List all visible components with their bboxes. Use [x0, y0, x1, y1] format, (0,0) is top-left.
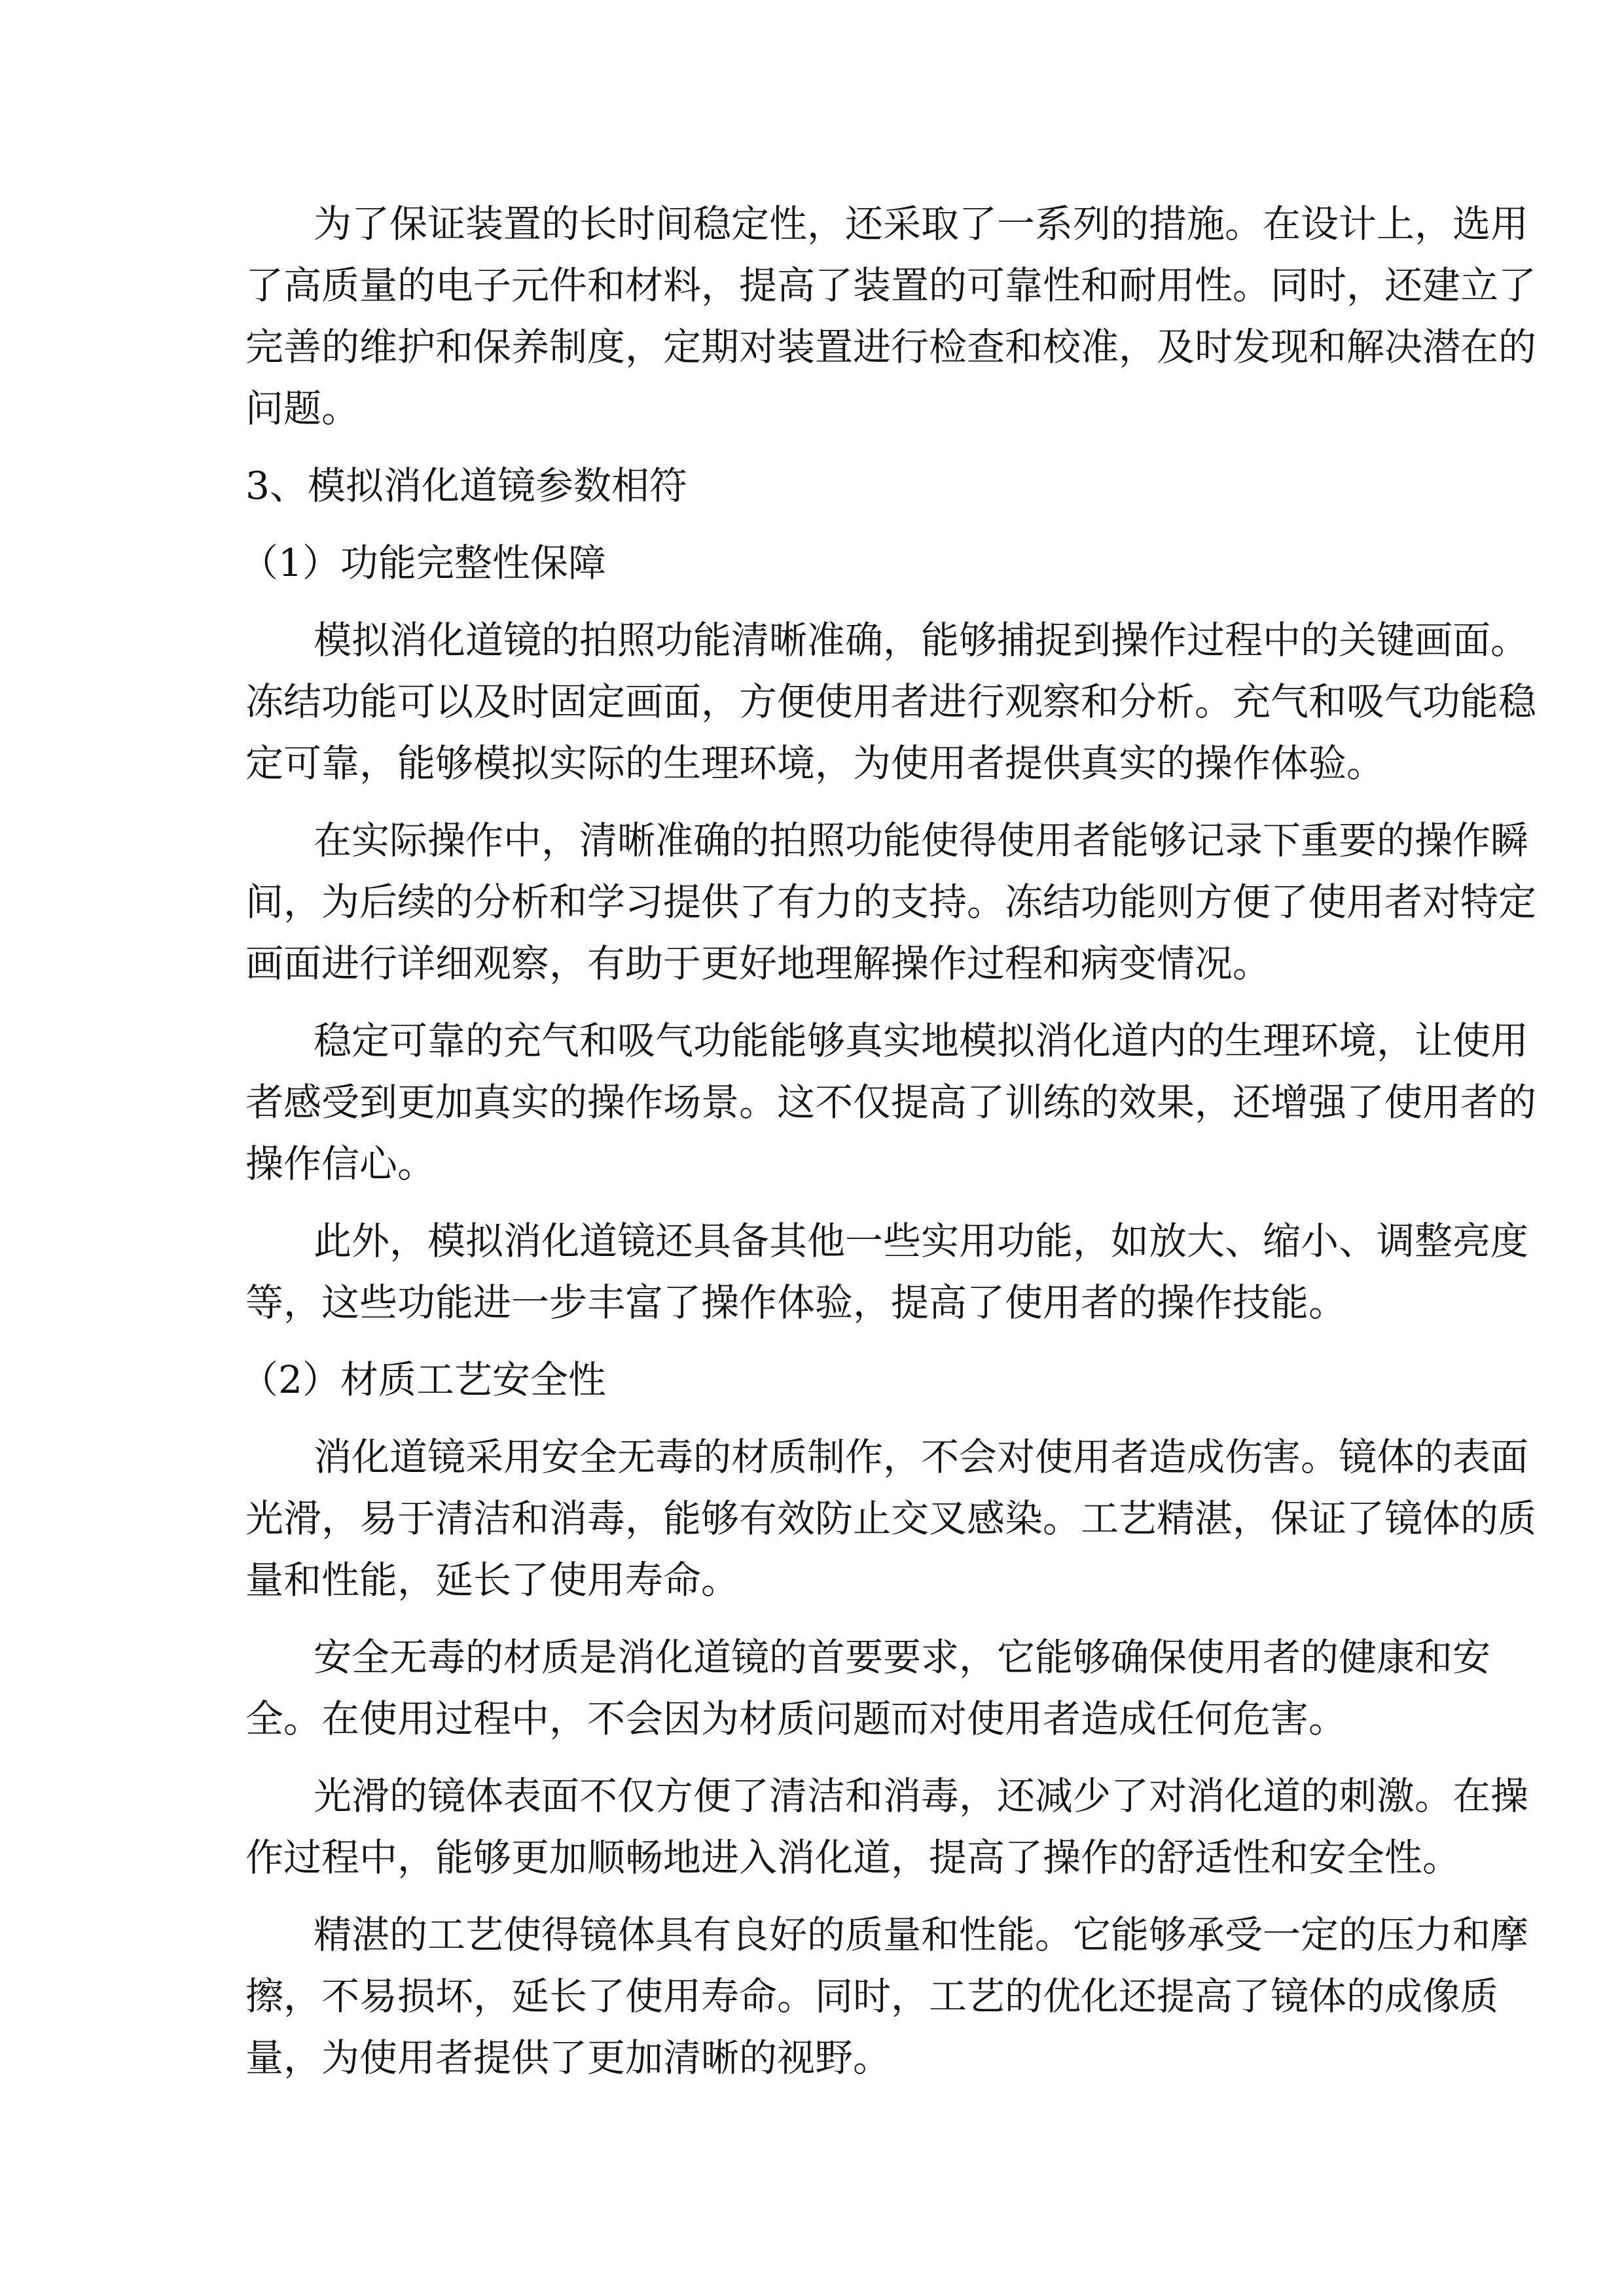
paragraph: [245, 1210, 1529, 1333]
paragraph: [245, 1626, 1491, 1749]
paragraph: [245, 1010, 1537, 1194]
text-line: 为了保证装置的长时间稳定性，还采取了一系列的措施。在设计上，选用: [314, 202, 1529, 246]
section-heading: [245, 455, 1382, 516]
text-line: 全。在使用过程中，不会因为材质问题而对使用者造成任何危害。: [245, 1696, 1347, 1741]
text-line: 者感受到更加真实的操作场景。这不仅提高了训练的效果，还增强了使用者的: [245, 1080, 1537, 1124]
text-line: 3、模拟消化道镜参数相符: [245, 463, 687, 508]
text-line: 完善的维护和保养制度，定期对装置进行检查和校准，及时发现和解决潜在的: [245, 325, 1537, 369]
text-line: 稳定可靠的充气和吸气功能能够真实地模拟消化道内的生理环境，让使用: [314, 1018, 1529, 1063]
text-line: 此外，模拟消化道镜还具备其他一些实用功能，如放大、缩小、调整亮度: [314, 1219, 1529, 1263]
paragraph: [245, 609, 1537, 794]
text-line: （1）功能完整性保障: [240, 541, 606, 585]
text-line: 安全无毒的材质是消化道镜的首要要求，它能够确保使用者的健康和安: [314, 1635, 1491, 1679]
text-line: 作过程中，能够更加顺畅地进入消化道，提高了操作的舒适性和安全性。: [245, 1835, 1461, 1880]
text-line: 定可靠，能够模拟实际的生理环境，为使用者提供真实的操作体验。: [245, 741, 1385, 785]
text-line: 画面进行详细观察，有助于更好地理解操作过程和病变情况。: [245, 941, 1271, 986]
paragraph: [245, 193, 1537, 439]
text-line: 等，这些功能进一步丰富了操作体验，提高了使用者的操作技能。: [245, 1280, 1347, 1325]
text-line: 问题。: [245, 386, 360, 431]
text-line: 精湛的工艺使得镜体具有良好的质量和性能。它能够承受一定的压力和摩: [314, 1912, 1529, 1957]
document-page: [240, 193, 1537, 2089]
text-line: 了高质量的电子元件和材料，提高了装置的可靠性和耐用性。同时，还建立了: [245, 263, 1537, 308]
paragraph: [245, 1426, 1537, 1611]
paragraph: [245, 1765, 1529, 1888]
text-line: 擦，不易损坏，延长了使用寿命。同时，工艺的优化还提高了镜体的成像质: [245, 1974, 1499, 2018]
paragraph: [245, 810, 1537, 994]
paragraph: [245, 1904, 1529, 2089]
text-line: 光滑的镜体表面不仅方便了清洁和消毒，还减少了对消化道的刺激。在操: [314, 1774, 1529, 1818]
text-line: 间，为后续的分析和学习提供了有力的支持。冻结功能则方便了使用者对特定: [245, 880, 1537, 924]
text-line: 消化道镜采用安全无毒的材质制作，不会对使用者造成伤害。镜体的表面: [314, 1435, 1529, 1479]
text-line: 量和性能，延长了使用寿命。: [245, 1558, 740, 1602]
text-line: 光滑，易于清洁和消毒，能够有效防止交叉感染。工艺精湛，保证了镜体的质: [245, 1496, 1537, 1541]
text-line: 模拟消化道镜的拍照功能清晰准确，能够捕捉到操作过程中的关键画面。: [314, 618, 1529, 662]
text-line: 在实际操作中，清晰准确的拍照功能使得使用者能够记录下重要的操作瞬: [314, 818, 1529, 863]
text-line: 量，为使用者提供了更加清晰的视野。: [245, 2036, 892, 2080]
subsection-heading: [240, 532, 1382, 594]
subsection-heading: [240, 1349, 1382, 1410]
text-line: （2）材质工艺安全性: [240, 1357, 606, 1402]
text-line: 冻结功能可以及时固定画面，方便使用者进行观察和分析。充气和吸气功能稳: [245, 679, 1537, 724]
text-line: 操作信心。: [245, 1141, 436, 1186]
